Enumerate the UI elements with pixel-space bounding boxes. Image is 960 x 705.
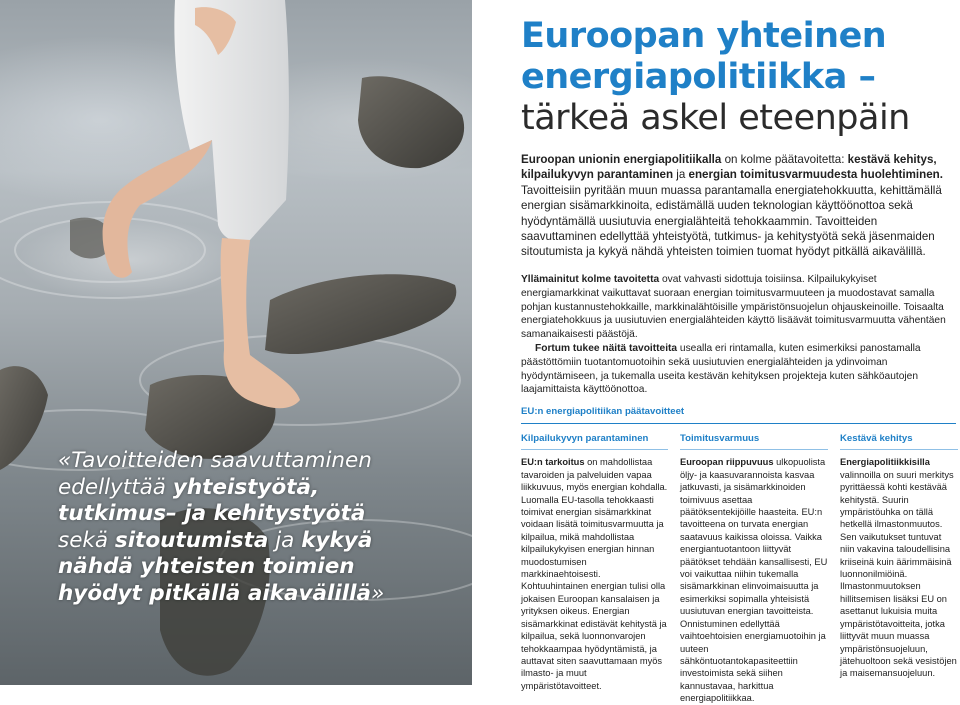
body-p1-text: ovat vahvasti sidottuja toisiinsa. Kilpailukykyiset energiamarkkinat vaikuttavat suoraan energian toimitusvarmuuteen ja muodostavat samalla pohjan kustannustehokkaille, markkinalähtöisille ympäristönsuojelun ohjauskeinoille. Toisaalta energiatehokkuus ja uusiutuvien energialähteiden käyttö lisäävät toimitusvarmuutta vähentäen samanaikaisesti päästöjä. (521, 274, 946, 341)
pants (174, 0, 289, 242)
goal-title-sustainability: Kestävä kehitys (840, 433, 958, 450)
body-p2-text: usealla eri rintamalla, kuten esimerkiksi panostamalla päästöttömiin tuotantomuotoihin sekä uusiutuvien energialähteiden ja ydinvoiman hyödyntämiseen, ja tukemalla useita kestävän kehityksen projekteja kuten sähköautojen laajamittaista käyttöönottoa. (521, 342, 921, 396)
intro-paragraph (521, 152, 951, 260)
goal-body-security: ulkopuolista öljy- ja kaasuvarannoista kasvaa jatkuvasti, ja sisämarkkinoiden toimivuus asettaa päätöksentekijöille haasteita. EU:n tavoitteena on turvata energian saatavuus kaikissa oloissa. Vaikka energiantuotantoon liittyvät päätökset tehdään kansallisesti, EU voi vaikuttaa niihin tukemalla sisämarkkinan elinvoimaisuutta ja esimerkiksi sopimalla yhteisistä uusiutuvan energian tavoitteista. Onnistuminen edellyttää vaihtoehtoisien energiamuotoihin ja uuteen sähköntuotantokapasiteettiin investoimista sekä siihen kannustavaa, harkittua energiapolitiikkaa. (680, 457, 828, 704)
goal-column-security (680, 433, 828, 705)
goal-text-competitiveness (521, 456, 668, 692)
goal-body-sustainability: valinnoilla on suuri merkitys pyrittäessä kohti kestävää kehitystä. Suurin ympäristöuhka on tällä hetkellä ilmastonmuutos. Sen vaikutukset tuntuvat niin vakavina taloudellisina kriiseinä kuin äärimmäisinä luonnonilmiöinä. Ilmastonmuutoksen hillitsemisen lisäksi EU on asettanut lukuisia muita ympäristötavoitteita, jotka liittyvät muun muassa ympäristönsuojeluun, jätehuoltoon sekä vesistöjen ja maisemansuojeluun. (840, 469, 957, 679)
title-line-1: Euroopan yhteinen (521, 16, 887, 56)
body-paragraph-1 (521, 273, 951, 342)
quote-part-d: sitoutumista (114, 527, 269, 553)
quote-part-c: sekä (58, 527, 115, 553)
intro-bold-2: kestävä kehitys, kilpailukyvyn parantaminen (521, 153, 937, 182)
leg-back (103, 140, 212, 278)
title-line-3: tärkeä askel eteenpäin (521, 98, 910, 138)
goal-title-competitiveness: Kilpailukyvyn parantaminen (521, 433, 668, 450)
goals-heading: EU:n energiapolitiikan päätavoitteet (521, 406, 956, 424)
quote-part-f: kykyä nähdä yhteisten toimien hyödyt pitkällä aikavälillä (58, 527, 373, 606)
quote-part-b: yhteistyötä, tutkimus– ja kehitystyötä (58, 474, 366, 526)
goal-body-competitiveness: on mahdollistaa tavaroiden ja palveluiden vapaa liikkuvuus, myös energian kohdalla. Luomalla EU-tasolla tehokkaasti toimivat energian sisämarkkinat voidaan lisätä toimitusvarmuutta ja kilpailua, mikä mahdollistaa kilpailukykyisen energian hinnan muodostumisen markkinaehtoisesti. Kohtuuhintainen energian tulisi olla jokaisen Euroopan kansalaisen ja yrityksen oikeus. Energian sisämarkkinat edistävät kehitystä ja kilpailua, sekä luonnonvarojen tehokkaampaa hyödyntämistä, ja auttavat siten saavuttamaan myös ilmasto- ja muut ympäristötavoitteet. (521, 457, 668, 691)
intro-text-3: Tavoitteisiin pyritään muun muassa parantamalla energiatehokkuutta, kehittämällä energian sisämarkkinoita, edistämällä uuden teknologian käyttöönottoa sekä hyödyntämällä uusiutuvia energialähteitä tehokkaammin. Tavoitteiden saavuttaminen edellyttää yhteistyötä, tutkimus- ja kehitystyötä sekä jäsenmaiden sitoutumista ja kykyä nähdä yhteisten toimien tuomat hyödyt pitkällä aikavälillä. (521, 183, 942, 259)
body-paragraph-2 (521, 342, 951, 397)
intro-bold-3: energian toimitusvarmuudesta huolehtiminen. (688, 168, 943, 182)
goal-column-sustainability (840, 433, 958, 680)
goal-text-security (680, 456, 828, 704)
body-p2-bold: Fortum tukee näitä tavoitteita (535, 342, 678, 354)
body-section (521, 273, 951, 397)
intro-text-1: on kolme päätavoitetta: (721, 153, 848, 166)
goal-title-security: Toimitusvarmuus (680, 433, 828, 450)
quote-close-mark: » (371, 580, 385, 606)
intro-bold-1: Euroopan unionin energiapolitiikalla (521, 153, 722, 166)
cover-photo (0, 0, 472, 685)
goal-text-sustainability (840, 456, 958, 679)
quote-part-a: Tavoitteiden saavuttaminen edellyttää (58, 448, 372, 500)
quote-part-e: ja (268, 527, 302, 553)
goal-bold-competitiveness: EU:n tarkoitus (521, 457, 585, 468)
intro-text-2: ja (673, 168, 689, 182)
title-line-2: energiapolitiikka – (521, 57, 876, 97)
pull-quote (58, 448, 418, 607)
body-p1-bold: Yllämainitut kolme tavoitetta (521, 274, 660, 285)
goal-bold-sustainability: Energiapolitiikkisilla (840, 457, 930, 468)
quote-open-mark: « (58, 448, 72, 473)
page-title (521, 16, 951, 139)
goal-column-competitiveness (521, 433, 668, 692)
rock-top-right (358, 76, 464, 168)
goal-bold-security: Euroopan riippuvuus (680, 457, 774, 468)
rock-left (0, 366, 48, 470)
rock-ledge (265, 274, 456, 354)
